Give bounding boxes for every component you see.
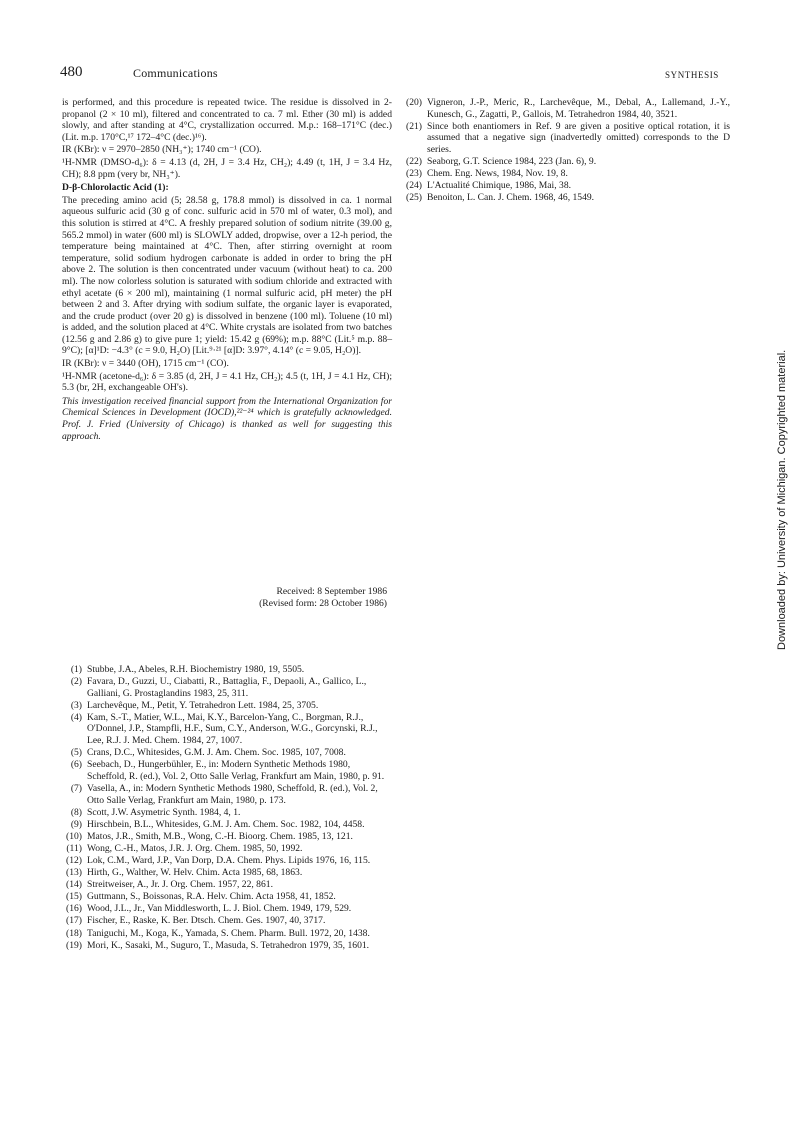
reference-text: Vasella, A., in: Modern Synthetic Methods 1980, Scheffold, R. (ed.), Vol. 2, Otto Salle Verlag, Frankfurt am Main, 1980, p. 173. [87,782,378,806]
reference-text: Seaborg, G.T. Science 1984, 223 (Jan. 6), 9. [427,155,597,167]
reference-number: (16) [66,903,82,915]
received-dates [230,586,387,610]
reference-number: (14) [66,879,82,891]
nmr-data-2: ¹H-NMR (acetone-d₆): δ = 3.85 (d, 2H, J = 4.1 Hz, CH₂); 4.5 (t, 1H, J = 4.1 Hz, CH); 5.3 (br, 2H, exchangeable OH's). [62,370,392,394]
reference-number: (10) [66,830,82,842]
reference-item [62,783,392,806]
reference-item [62,867,392,879]
reference-text: Taniguchi, M., Koga, K., Yamada, S. Chem. Pharm. Bull. 1972, 20, 1438. [87,927,370,939]
reference-item [62,903,392,915]
reference-number: (20) [406,97,422,108]
reference-item [62,676,392,699]
reference-text: Since both enantiomers in Ref. 9 are given a positive optical rotation, it is assumed that a negative sign (inadvertedly omitted) corresponds to the D series. [427,120,730,155]
reference-number: (7) [70,782,82,794]
acknowledgment: This investigation received financial support from the International Organization for Chemical Sciences in Development (IOCD),²²⁻²⁴ which is gratefully acknowledged. Prof. J. Fried (University of Chicago) is thanked as well for suggesting this approach. [62,395,392,442]
reference-text: Larchevêque, M., Petit, Y. Tetrahedron Lett. 1984, 25, 3705. [87,699,319,711]
reference-item [62,807,392,819]
reference-text: Benoiton, L. Can. J. Chem. 1968, 46, 1549. [427,192,595,204]
ir-data-2: IR (KBr): ν = 3440 (OH), 1715 cm⁻¹ (CO). [62,358,229,370]
reference-item [62,747,392,759]
reference-text: Mori, K., Sasaki, M., Suguro, T., Masuda, S. Tetrahedron 1979, 35, 1601. [87,939,370,951]
reference-item [62,700,392,712]
reference-number: (8) [70,806,82,818]
reference-text: Chem. Eng. News, 1984, Nov. 19, 8. [427,168,568,180]
reference-item [402,121,730,156]
reference-text: Seebach, D., Hungerbühler, E., in: Modern Synthetic Methods 1980, Scheffold, R. (ed.), Vol. 2, Otto Salle Verlag, Frankfurt am Main, 1980, p. 91. [87,759,385,782]
references-right [402,97,730,204]
reference-number: (23) [406,168,422,180]
reference-item [62,712,392,747]
intro-paragraph: is performed, and this procedure is repeated twice. The residue is dissolved in 2-propanol (2 × 10 ml), filtered and concentrated to ca. 7 ml. Ether (30 ml) is added slowly, and after standing at 4°C, crystallization occurred. M.p.: 168–171°C (dec.) (Lit. m.p. 170°C,¹⁷ 172–4°C (dec.)¹⁶). [62,97,392,143]
nmr-data-1: ¹H-NMR (DMSO-d₆): δ = 4.13 (d, 2H, J = 3.4 Hz, CH₂); 4.49 (t, 1H, J = 3.4 Hz, CH); 8.8 ppm (very br, NH₃⁺). [62,156,392,180]
left-column [62,97,392,443]
reference-item [402,156,730,168]
reference-number: (5) [70,747,82,759]
reference-text: Lok, C.M., Ward, J.P., Van Dorp, D.A. Chem. Phys. Lipids 1976, 16, 115. [87,855,371,866]
references-left [62,664,392,952]
reference-text: L'Actualité Chimique, 1986, Mai, 38. [427,180,572,192]
reference-number: (13) [66,867,82,879]
reference-item [62,664,392,676]
reference-number: (22) [406,155,422,167]
reference-item [62,891,392,903]
reference-text: Vigneron, J.-P., Meric, R., Larchevêque, M., Debal, A., Lallemand, J.-Y., Kunesch, G., Zagatti, P., Gallois, M. Tetrahedron 1984, 40, 3521. [427,97,730,120]
reference-item [402,192,730,204]
reference-text: Favara, D., Guzzi, U., Ciabatti, R., Battaglia, F., Depaoli, A., Gallico, L., Galliani, G. Prostaglandins 1983, 25, 311. [87,676,367,699]
journal-name: SYNTHESIS [665,70,719,80]
reference-item [62,879,392,891]
reference-number: (3) [70,699,82,711]
revised-line: (Revised form: 28 October 1986) [259,598,387,609]
reference-number: (11) [66,842,82,854]
reference-number: (19) [66,939,82,951]
reference-item [402,180,730,192]
page-number: 480 [60,64,83,80]
reference-item [62,819,392,831]
reference-item [62,855,392,867]
compound-heading: D-β-Chlorolactic Acid (1): [62,182,169,194]
reference-number: (6) [70,759,82,771]
reference-number: (9) [70,818,82,830]
reference-number: (24) [406,180,422,192]
reference-text: Stubbe, J.A., Abeles, R.H. Biochemistry 1980, 19, 5505. [87,664,305,675]
download-notice: Downloaded by: University of Michigan. Copyrighted material. [776,349,788,650]
reference-item [62,915,392,927]
reference-text: Hirth, G., Walther, W. Helv. Chim. Acta 1985, 68, 1863. [87,867,303,879]
reference-text: Guttmann, S., Boissonas, R.A. Helv. Chim. Acta 1958, 41, 1852. [87,891,336,903]
ir-data-1: IR (KBr): ν = 2970–2850 (NH₃⁺); 1740 cm⁻¹ (CO). [62,144,262,156]
reference-text: Fischer, E., Raske, K. Ber. Dtsch. Chem. Ges. 1907, 40, 3717. [87,915,326,927]
procedure-paragraph: The preceding amino acid (5; 28.58 g, 178.8 mmol) is dissolved in ca. 1 normal aqueous sulfuric acid (30 g of conc. sulfuric acid in 570 ml of water, 0.3 mol), and this solution is stirred at 4°C. A freshly prepared solution of sodium nitrite (39.00 g, 565.2 mmol) in water (600 ml) is SLOWLY added, dropwise, over a 12-h period, the temperature being maintained at 4°C. Then, after stirring overnight at room temperature, solid sodium hydrogen carbonate is added in order to bring the pH above 2. The solution is then concentrated under vacuum (without heat) to ca. 200 ml). The now colorless solution is saturated with sodium chloride and extracted with ethyl acetate (6 × 200 ml), maintaining (1 normal sulfuric acid, pH meter) the pH between 2 and 3. After drying with sodium sulfate, the organic layer is evaporated, and the crude product (over 20 g) is dissolved in benzene (100 ml). Toluene (10 ml) is added, and the solution placed at 4°C. White crystals are isolated from two batches (12.56 g and 2.86 g) to give pure 1; yield: 15.42 g (69%); m.p. 88°C (Lit.⁵ m.p. 88–9°C); [α]¹D: −4.3° (c = 9.0, H₂O) [Lit.⁹·²¹ [α]D: 3.97°, 4.14° (c = 9.05, H₂O)]. [62,194,392,357]
reference-text: Kam, S.-T., Matier, W.L., Mai, K.Y., Barcelon-Yang, C., Borgman, R.J., O'Donnel, J.P., Stampfli, H.F., Sum, C.Y., Anderson, W.G., Gorcynski, R.J., Lee, R.J. J. Med. Chem. 1984, 27, 1007. [87,711,378,747]
reference-number: (15) [66,891,82,903]
reference-text: Wood, J.L., Jr., Van Middlesworth, L. J. Biol. Chem. 1949, 179, 529. [87,903,352,915]
reference-item [402,168,730,180]
reference-text: Scott, J.W. Asymetric Synth. 1984, 4, 1. [87,806,241,818]
reference-number: (4) [70,711,82,723]
received-line: Received: 8 September 1986 [276,586,387,597]
section-title: Communications [133,66,218,80]
reference-number: (21) [406,120,422,132]
reference-number: (25) [406,192,422,204]
reference-text: Matos, J.R., Smith, M.B., Wong, C.-H. Bioorg. Chem. 1985, 13, 121. [87,830,353,842]
reference-number: (17) [66,915,82,927]
reference-text: Crans, D.C., Whitesides, G.M. J. Am. Chem. Soc. 1985, 107, 7008. [87,747,346,759]
reference-number: (2) [70,676,82,688]
reference-item [62,940,392,952]
reference-item [402,97,730,120]
reference-item [62,928,392,940]
reference-text: Hirschbein, B.L., Whitesides, G.M. J. Am. Chem. Soc. 1982, 104, 4458. [87,818,365,830]
reference-text: Streitweiser, A., Jr. J. Org. Chem. 1957, 22, 861. [87,879,273,891]
reference-number: (18) [66,927,82,939]
reference-number: (12) [66,855,82,866]
reference-number: (1) [70,664,82,675]
reference-item [62,843,392,855]
reference-text: Wong, C.-H., Matos, J.R. J. Org. Chem. 1985, 50, 1992. [87,842,303,854]
reference-item [62,759,392,782]
reference-item [62,831,392,843]
